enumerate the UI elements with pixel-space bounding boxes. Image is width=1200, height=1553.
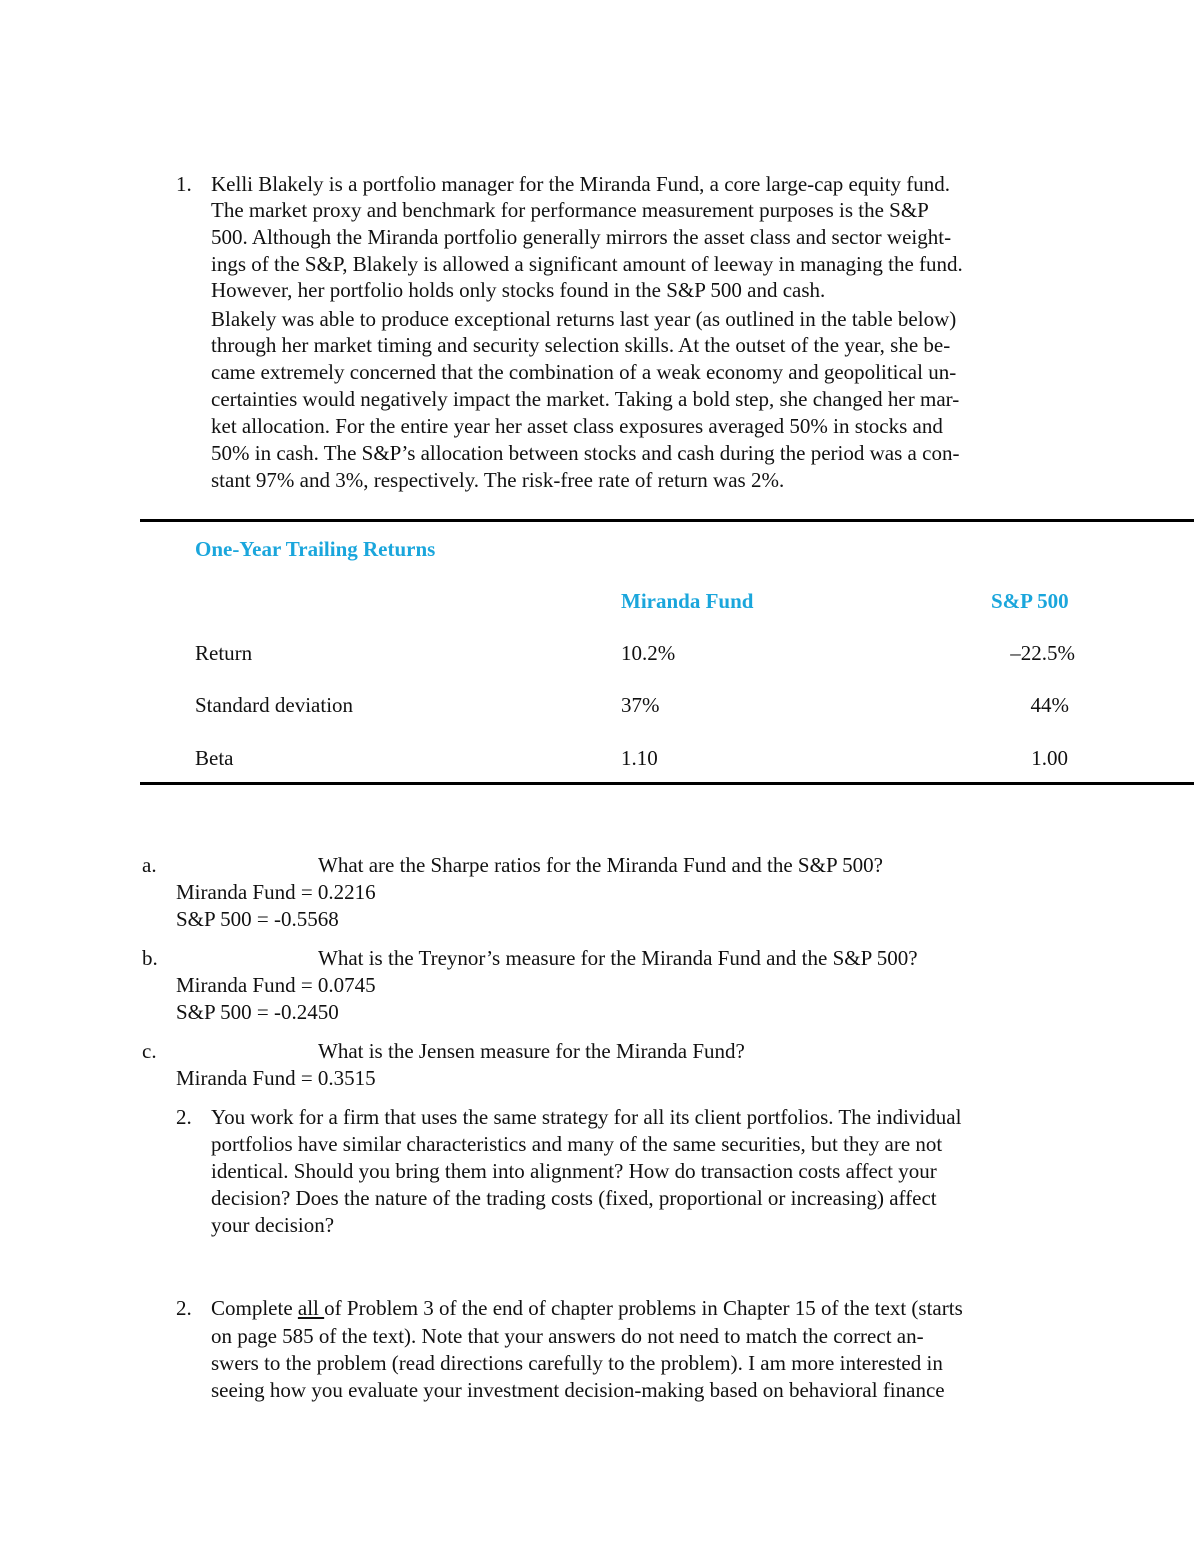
part-b-question: What is the Treynor’s measure for the Miranda Fund and the S&P 500? [318, 946, 918, 970]
q1-line: came extremely concerned that the combination of a weak economy and geopolitical un- [211, 360, 957, 384]
q2-line: decision? Does the nature of the trading costs (fixed, proportional or increasing) affect [211, 1186, 937, 1210]
question-1-number: 1. [176, 172, 192, 196]
q2-line: identical. Should you bring them into alignment? How do transaction costs affect your [211, 1159, 937, 1183]
part-c-answer-fund: Miranda Fund = 0.3515 [176, 1066, 376, 1090]
part-a-letter: a. [142, 853, 157, 877]
table-bottom-rule [140, 782, 1194, 785]
q3-line: swers to the problem (read directions carefully to the problem). I am more interested in [211, 1351, 943, 1375]
q1-line: ings of the S&P, Blakely is allowed a significant amount of leeway in managing the fund. [211, 252, 963, 276]
q1-line: 50% in cash. The S&P’s allocation between stocks and cash during the period was a con- [211, 441, 960, 465]
q1-line: The market proxy and benchmark for performance measurement purposes is the S&P [211, 198, 929, 222]
q1-line: Blakely was able to produce exceptional returns last year (as outlined in the table below) [211, 307, 957, 331]
table-cell-sp: 44% [1030, 693, 1069, 717]
table-row-label: Return [195, 641, 253, 665]
table-row-label: Standard deviation [195, 693, 354, 717]
q2-line: portfolios have similar characteristics and many of the same securities, but they are not [211, 1132, 943, 1156]
q1-line: ket allocation. For the entire year her asset class exposures averaged 50% in stocks and [211, 414, 943, 438]
question-2-number: 2. [176, 1105, 192, 1129]
table-cell-sp: 1.00 [1031, 746, 1068, 770]
q3-line: seeing how you evaluate your investment decision-making based on behavioral finance [211, 1378, 945, 1402]
part-a-answer-sp: S&P 500 = -0.5568 [176, 907, 339, 931]
table-top-rule [140, 519, 1194, 522]
q1-line: through her market timing and security selection skills. At the outset of the year, she be- [211, 333, 951, 357]
table-header-miranda: Miranda Fund [621, 589, 754, 613]
table-cell-fund: 1.10 [621, 746, 658, 770]
part-c-question: What is the Jensen measure for the Miranda Fund? [318, 1039, 745, 1063]
table-cell-sp: –22.5% [1010, 641, 1075, 665]
q1-line: However, her portfolio holds only stocks found in the S&P 500 and cash. [211, 278, 826, 302]
q1-line: certainties would negatively impact the market. Taking a bold step, she changed her mar- [211, 387, 960, 411]
q2-line: You work for a firm that uses the same strategy for all its client portfolios. The individual [211, 1105, 962, 1129]
part-b-answer-fund: Miranda Fund = 0.0745 [176, 973, 376, 997]
table-cell-fund: 37% [621, 693, 660, 717]
part-a-answer-fund: Miranda Fund = 0.2216 [176, 880, 376, 904]
q1-line: stant 97% and 3%, respectively. The risk-free rate of return was 2%. [211, 468, 785, 492]
table-row-label: Beta [195, 746, 234, 770]
table-header-sp500: S&P 500 [991, 589, 1069, 613]
q1-line: Kelli Blakely is a portfolio manager for the Miranda Fund, a core large-cap equity fund. [211, 172, 951, 196]
q1-line: 500. Although the Miranda portfolio generally mirrors the asset class and sector weight- [211, 225, 952, 249]
q3-underlined-all: all [297, 1296, 325, 1320]
question-3-number: 2. [176, 1296, 192, 1320]
q3-line-1-before: Complete [211, 1296, 298, 1320]
part-c-letter: c. [142, 1039, 157, 1063]
q3-line-1 [211, 1295, 963, 1322]
part-a-question: What are the Sharpe ratios for the Miranda Fund and the S&P 500? [318, 853, 883, 877]
q2-line: your decision? [211, 1213, 335, 1237]
q3-line: on page 585 of the text). Note that your answers do not need to match the correct an- [211, 1324, 924, 1348]
table-title: One-Year Trailing Returns [195, 537, 436, 561]
q3-line-1-after: of Problem 3 of the end of chapter problems in Chapter 15 of the text (starts [324, 1296, 963, 1320]
part-b-answer-sp: S&P 500 = -0.2450 [176, 1000, 339, 1024]
table-cell-fund: 10.2% [621, 641, 676, 665]
part-b-letter: b. [142, 946, 158, 970]
